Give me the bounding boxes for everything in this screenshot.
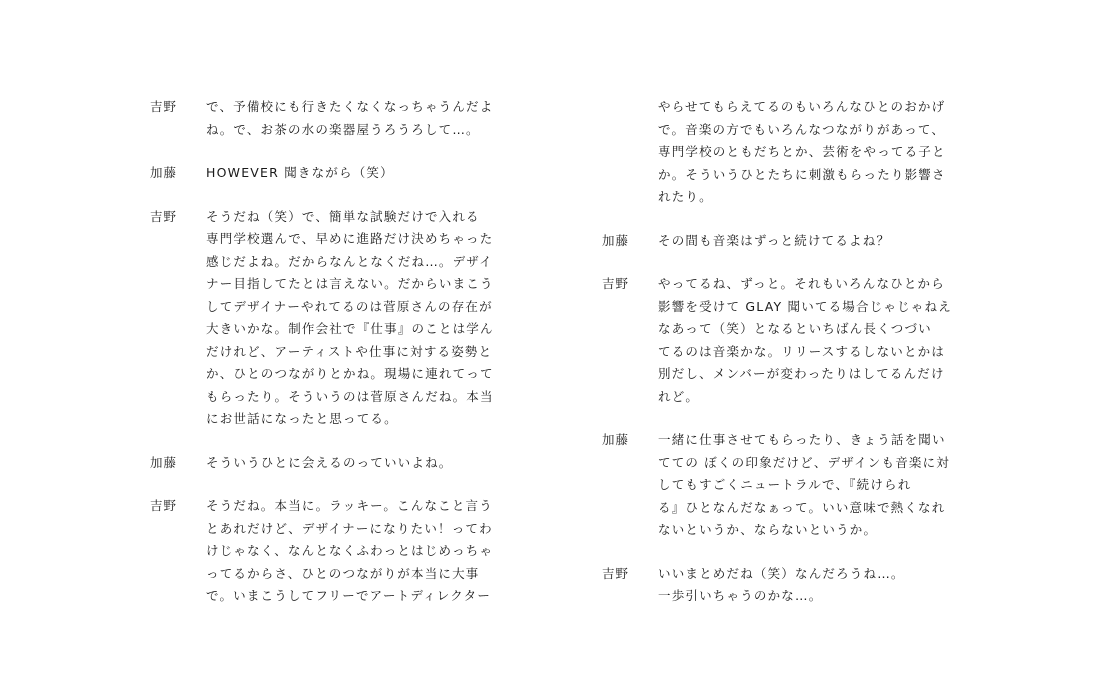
text-line: もらったり。そういうのは菅原さんだね。本当 — [206, 388, 494, 404]
text-line: にお世話になったと思ってる。 — [206, 411, 398, 426]
text-line: とあれだけど、デザイナーになりたい！ってわ — [206, 520, 493, 536]
speaker-name: 加藤 — [150, 454, 178, 470]
speaker-name: 吉野 — [150, 99, 178, 114]
speaker-name: 吉野 — [150, 208, 178, 224]
text-line: る』ひとなんだなぁって。いい意味で熱くなれ — [658, 499, 946, 515]
speaker-name: 加藤 — [150, 165, 178, 180]
text-line: てるのは音楽かな。リリースするしないとかは — [658, 343, 946, 359]
text-line: してもすごくニュートラルで、『続けられ — [658, 477, 912, 492]
text-line: てての ぼくの印象だけど、デザインも音楽に対 — [658, 454, 950, 470]
utterance — [206, 162, 510, 185]
utterance — [658, 563, 962, 608]
dialogue-entry — [150, 96, 510, 141]
text-line: だけれど、アーティストや仕事に対する姿勢と — [206, 343, 493, 359]
text-line: 専門学校のともだちとか、芸術をやってる子と — [658, 144, 946, 159]
utterance — [658, 429, 962, 542]
speaker-name: 吉野 — [602, 276, 630, 291]
text-line: 一緒に仕事させてもらったり、きょう話を聞い — [658, 432, 946, 447]
utterance — [658, 230, 962, 253]
text-line: 一歩引いちゃうのかな…。 — [658, 588, 823, 603]
text-line: で。音楽の方でもいろんなつながりがあって、 — [658, 121, 946, 137]
dialogue-entry — [602, 273, 962, 408]
text-line: ナー目指してたとは言えない。だからいまこう — [206, 276, 494, 291]
left-column — [150, 96, 510, 629]
speaker-name: 吉野 — [602, 565, 630, 581]
text-line: そうだね（笑）で、簡単な試験だけで入れる — [206, 208, 480, 224]
text-line: けじゃなく、なんとなくふわっとはじめっちゃ — [206, 543, 494, 558]
dialogue-entry — [150, 452, 510, 475]
dialogue-entry — [150, 162, 510, 185]
text-line: で、予備校にも行きたくなくなっちゃうんだよ — [206, 99, 494, 114]
text-line: れたり。 — [658, 189, 713, 204]
text-line: で。いまこうしてフリーでアートディレクター — [206, 588, 492, 603]
text-line: いいまとめだね（笑）なんだろうね…。 — [658, 565, 905, 581]
text-line: なあって（笑）となるといちばん長くつづい — [658, 321, 932, 336]
continued-utterance — [658, 96, 962, 209]
text-line: れど。 — [658, 388, 700, 404]
utterance — [206, 96, 510, 141]
text-line: HOWEVER 聞きながら（笑） — [206, 165, 394, 180]
text-line: 別だし、メンバーが変わったりはしてるんだけ — [658, 366, 945, 381]
dialogue-entry — [602, 230, 962, 253]
text-line: ってるからさ、ひとのつながりが本当に大事 — [206, 565, 480, 581]
speaker-name: 加藤 — [602, 432, 630, 447]
text-line: やらせてもらえてるのもいろんなひとのおかげ — [658, 99, 946, 114]
text-line: そういうひとに会えるのっていいよね。 — [206, 454, 453, 470]
utterance — [206, 495, 510, 608]
text-line: 感じだよね。だからなんとなくだね…。デザイ — [206, 253, 493, 269]
speaker-name: 加藤 — [602, 232, 630, 248]
utterance — [658, 273, 962, 408]
text-line: してデザイナーやれてるのは菅原さんの存在が — [206, 298, 493, 314]
text-line: 大きいかな。制作会社で『仕事』のことは学ん — [206, 321, 494, 336]
utterance — [206, 452, 510, 475]
utterance — [206, 206, 510, 431]
dialogue-entry — [150, 495, 510, 608]
text-line: その間も音楽はずっと続けてるよね？ — [658, 232, 891, 248]
right-column — [602, 96, 962, 629]
speaker-name: 吉野 — [150, 498, 178, 513]
text-line: ね。で、お茶の水の楽器屋うろうろして…。 — [206, 121, 480, 137]
text-line: やってるね、ずっと。それもいろんなひとから — [658, 276, 945, 291]
text-line: か。そういうひとたちに刺激もらったり影響さ — [658, 166, 946, 182]
text-line: 専門学校選んで、早めに進路だけ決めちゃった — [206, 231, 494, 246]
dialogue-entry — [150, 206, 510, 431]
text-line: か、ひとのつながりとかね。現場に連れてって — [206, 366, 494, 381]
text-line: 影響を受けて GLAY 聞いてる場合じゃじゃねえ — [658, 298, 952, 314]
dialogue-entry — [602, 429, 962, 542]
text-line: ないというか、ならないというか。 — [658, 522, 878, 537]
dialogue-entry — [602, 563, 962, 608]
text-line: そうだね。本当に。ラッキー。こんなこと言う — [206, 498, 493, 513]
